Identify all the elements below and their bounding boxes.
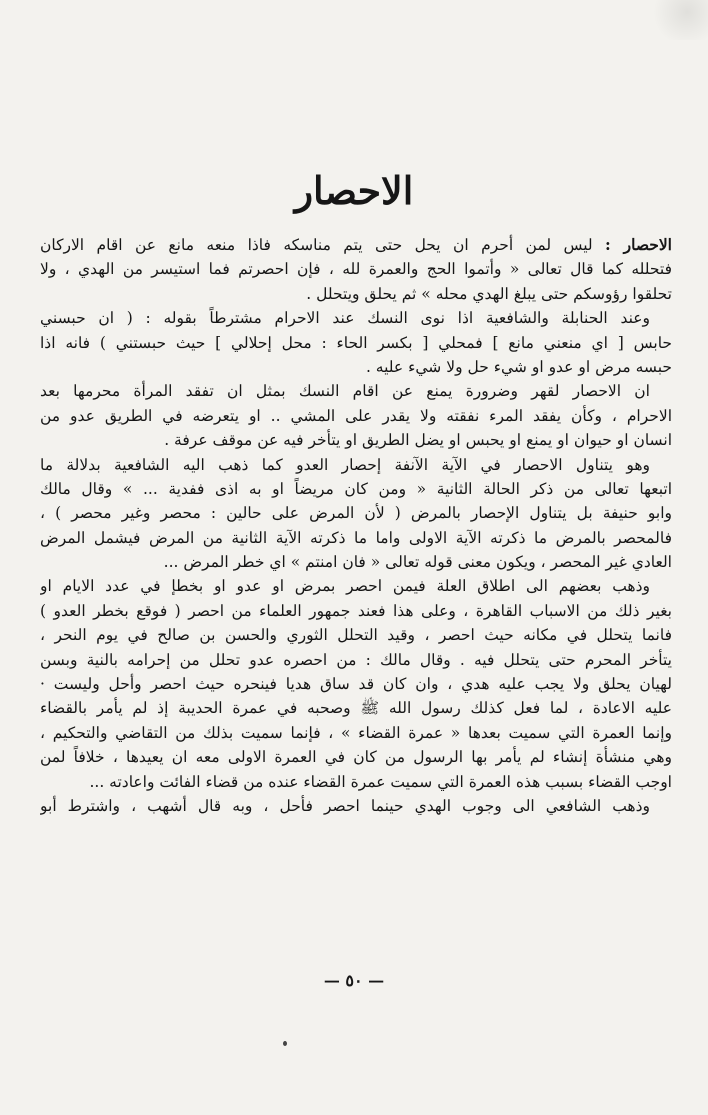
line-text: فتحلله كما قال تعالى « وأتموا الحج والعمرة لله ، فإن احصرتم فما استيسر من الهدي ، ولا — [40, 260, 672, 279]
text-line — [40, 550, 672, 574]
text-line — [40, 453, 672, 477]
line-text: فالمحصر بالمرض ما ذكرته الآية الاولى واما ما ذكرته الآية الثانية من المرض فيشمل المرض — [40, 528, 672, 547]
line-text: وذهب بعضهم الى اطلاق العلة فيمن احصر بمرض او عدو او بخطإ في عدد الايام او — [40, 577, 650, 596]
page-number: — ٥٠ — — [323, 971, 385, 990]
term-lead: الاحصار : — [605, 235, 672, 254]
text-line — [40, 404, 672, 428]
text-line — [40, 696, 672, 720]
text-line — [40, 282, 672, 306]
line-text: وذهب الشافعي الى وجوب الهدي حينما احصر فأحل ، وبه قال أشهب ، واشترط أبو — [40, 796, 650, 815]
line-text: الاحرام ، وكأن يفقد المرء نفقته ولا يقدر على المشي .. او يتعرضه في الطريق عدو من — [40, 406, 672, 425]
line-text: يتأخر المحرم حتى يتحلل فيه . وقال مالك : من احصره عدو تحلل من إحرامه بالنية وبسن — [40, 650, 672, 669]
text-line — [40, 233, 672, 257]
text-line — [40, 428, 672, 452]
body-text — [40, 233, 672, 818]
text-line — [40, 721, 672, 745]
scan-noise — [638, 0, 708, 40]
text-line — [40, 379, 672, 403]
text-line — [40, 355, 672, 379]
text-line — [40, 599, 672, 623]
line-text: وهو يتناول الاحصار في الآية الآنفة إحصار العدو كما ذهب اليه الشافعية بدلالة ما — [40, 455, 650, 474]
text-line — [40, 257, 672, 281]
line-text: وابو حنيفة بل يتناول الإحصار بالمرض ( لأن المرض على حالين : محصر وغير محصر ) ، — [40, 504, 672, 523]
line-text: عليه الاعادة ، لما فعل كذلك رسول الله ﷺ وصحبه في عمرة الحديبة إذ لم يأمر بالقضاء — [40, 699, 672, 718]
text-line — [40, 745, 672, 769]
line-text: تحلقوا رؤوسكم حتى يبلغ الهدي محله » ثم يحلق ويتحلل . — [306, 284, 672, 303]
line-text: وعند الحنابلة والشافعية اذا نوى النسك عند الاحرام مشترطاً بقوله : ( ان حبسني — [40, 309, 650, 328]
text-line — [40, 306, 672, 330]
text-line — [40, 477, 672, 501]
line-text: حابس [ اي منعني مانع ] فمحلي [ بكسر الحاء : محل إحلالي ] حيث حبستني ) فانه اذا — [40, 333, 672, 352]
line-text: العادي غير المحصر ، ويكون معنى قوله تعالى « فان امنتم » اي خطر المرض ... — [163, 553, 672, 572]
line-text: وهي منشأة إنشاء لم يأمر بها الرسول من كان في العمرة الاولى معه ان يعيدها ، خلافاً لمن — [40, 748, 672, 767]
line-text: لهيان يحلق ولا يجب عليه هدي ، وان كان قد ساق هديا فينحره حيث احصر وأحل وليست · — [40, 675, 672, 694]
line-text: اتبعها تعالى من ذكر الحالة الثانية « ومن كان مريضاً او به اذى ففدية ... » وقال مالك — [40, 479, 672, 498]
line-text: ليس لمن أحرم ان يحل حتى يتم مناسكه فاذا منعه مانع عن اقام الاركان — [40, 236, 606, 254]
text-line — [40, 672, 672, 696]
text-line — [40, 623, 672, 647]
line-text: انسان او حيوان او يمنع او يحبس او يضل الطريق او يتأخر فيه عن موقف عرفة . — [164, 431, 672, 450]
chapter-title: الاحصار — [294, 168, 414, 213]
text-line — [40, 648, 672, 672]
line-text: بغير ذلك من الاسباب القاهرة ، وعلى هذا فعند جمهور العلماء من احصر ( فوقع بخطر العدو ) — [40, 601, 672, 620]
line-text: حبسه مرض او عدو او شيء حل ولا شيء عليه . — [365, 357, 672, 376]
line-text: ان الاحصار لقهر وضرورة يمنع عن اقام النسك بمثل ان تفقد المرأة محرمها بعد — [40, 382, 650, 401]
line-text: اوجب القضاء بسبب هذه العمرة التي سميت عمرة القضاء عنده من قضاء الفائت واعادته ... — [89, 772, 672, 791]
text-line — [40, 526, 672, 550]
text-line — [40, 501, 672, 525]
line-text: وإنما العمرة التي سميت بعدها « عمرة القضاء » ، فإنما سميت بذلك من التقاضي والتحكيم ، — [40, 723, 672, 742]
text-line — [40, 770, 672, 794]
text-line — [40, 331, 672, 355]
text-line — [40, 574, 672, 598]
line-text: فانما يتحلل في مكانه حيث احصر ، وقيد التحلل الثوري والحسن بن صالح في يوم النحر ، — [40, 626, 672, 645]
text-line — [40, 794, 672, 818]
ink-speck — [283, 1041, 287, 1046]
